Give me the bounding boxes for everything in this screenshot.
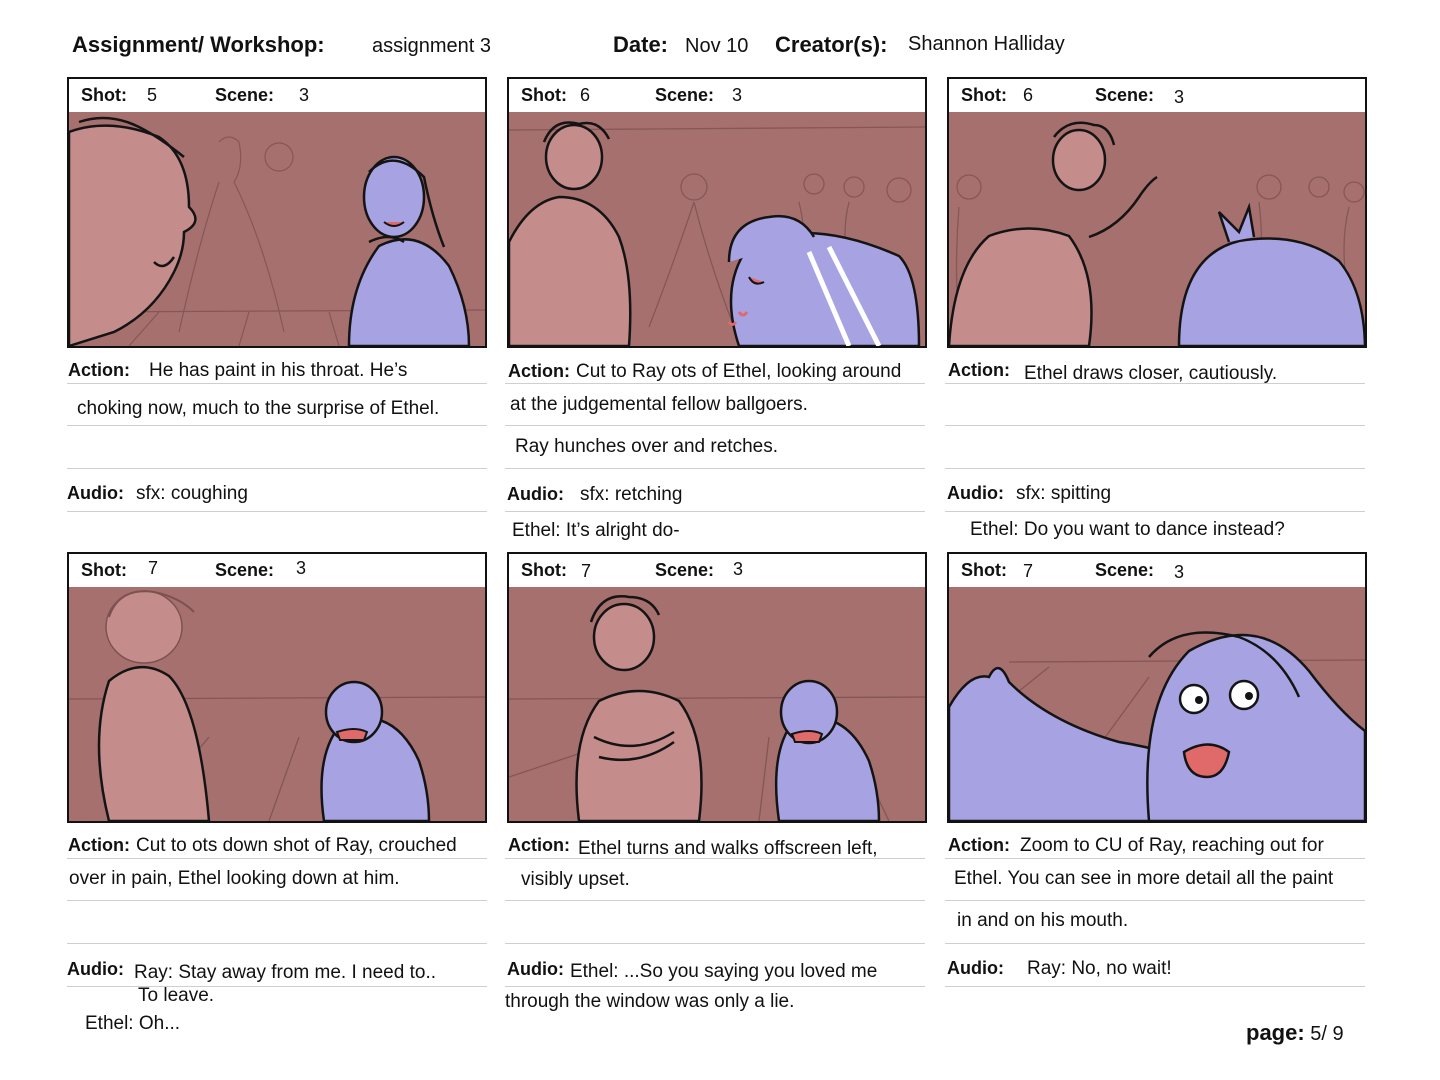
sketch-ethel-upset: [509, 587, 925, 821]
shot-label: Shot:: [81, 560, 127, 580]
shot-number: 6: [1023, 85, 1034, 105]
ruled-line: [945, 858, 1365, 859]
assignment-value: assignment 3: [372, 35, 491, 57]
action-label: Action:: [68, 360, 130, 380]
storyboard-frame: [947, 112, 1367, 348]
audio-line-2: To leave.: [138, 985, 215, 1006]
action-line-2: visibly upset.: [521, 869, 630, 890]
assignment-label: Assignment/ Workshop:: [72, 32, 325, 57]
action-line-2: choking now, much to the surprise of Ethel.: [77, 398, 440, 419]
shot-label: Shot:: [81, 85, 127, 105]
shot-bar: [947, 77, 1367, 114]
sketch-ray-choking: [69, 112, 485, 346]
shot-bar: [507, 552, 927, 589]
ruled-line: [505, 900, 925, 901]
scene-label: Scene:: [215, 85, 275, 105]
shot-label: Shot:: [521, 560, 567, 580]
audio-text: sfx: spitting: [1015, 483, 1112, 504]
action-line-1: [948, 835, 1324, 857]
shot-number: 5: [147, 85, 158, 105]
scene-number: 3: [1174, 87, 1185, 107]
creator-label: Creator(s):: [775, 32, 888, 57]
action-label: Action:: [508, 835, 570, 855]
ruled-line: [67, 858, 487, 859]
page-indicator: [1246, 1020, 1344, 1046]
action-text: Ethel draws closer, cautiously.: [1024, 363, 1278, 384]
action-line-1: [948, 360, 1277, 382]
sketch-ethel-approaches: [949, 112, 1365, 346]
audio-line-2: through the window was only a lie.: [505, 991, 795, 1012]
audio-line-1: [67, 483, 248, 505]
shot-label: Shot:: [961, 85, 1007, 105]
ruled-line: [945, 468, 1365, 469]
action-text: Ethel turns and walks offscreen left,: [578, 838, 878, 859]
shot-bar: [67, 77, 487, 114]
action-line-2: Ethel. You can see in more detail all the paint: [954, 868, 1334, 889]
scene-number: 3: [299, 85, 310, 105]
audio-line-2: Ethel: Do you want to dance instead?: [970, 519, 1285, 540]
action-label: Action:: [948, 360, 1010, 380]
action-line-1: [68, 835, 457, 857]
audio-text: Ray: Stay away from me. I need to..: [133, 962, 436, 983]
ruled-line: [945, 900, 1365, 901]
ruled-line: [67, 425, 487, 426]
audio-label: Audio:: [947, 958, 1004, 978]
audio-text: sfx: retching: [579, 484, 683, 505]
shot-number: 7: [1023, 561, 1034, 581]
scene-number: 3: [733, 559, 744, 579]
scene-label: Scene:: [655, 560, 715, 580]
ruled-line: [67, 986, 487, 987]
ruled-line: [67, 468, 487, 469]
ruled-line: [945, 986, 1365, 987]
action-text: He has paint in his throat. He’s: [149, 360, 408, 381]
shot-bar: [947, 552, 1367, 589]
date-value: Nov 10: [685, 35, 749, 57]
storyboard-frame: [947, 587, 1367, 823]
storyboard-panel-4: [67, 552, 487, 1042]
shot-number: 7: [581, 561, 592, 581]
audio-label: Audio:: [67, 483, 124, 503]
page-label: page:: [1246, 1020, 1305, 1045]
action-line-3: in and on his mouth.: [957, 910, 1129, 931]
scene-label: Scene:: [215, 560, 275, 580]
action-line-1: [508, 361, 901, 383]
storyboard-frame: [67, 587, 487, 823]
ruled-line: [67, 900, 487, 901]
shot-bar: [507, 77, 927, 114]
action-line-3: Ray hunches over and retches.: [515, 436, 778, 457]
scene-number: 3: [732, 85, 743, 105]
audio-text: Ethel: ...So you saying you loved me: [569, 961, 878, 982]
storyboard-panel-5: [507, 552, 927, 1032]
scene-label: Scene:: [1095, 85, 1155, 105]
action-label: Action:: [948, 835, 1010, 855]
audio-line-1: [947, 958, 1172, 980]
ruled-line: [505, 425, 925, 426]
sketch-ray-crouched: [69, 587, 485, 821]
audio-label: Audio:: [67, 959, 124, 979]
scene-label: Scene:: [1095, 560, 1155, 580]
audio-line-1: [947, 483, 1111, 505]
action-line-2: over in pain, Ethel looking down at him.: [69, 868, 400, 889]
ruled-line: [505, 986, 925, 987]
page-number: 5/ 9: [1310, 1023, 1344, 1045]
ruled-line: [945, 511, 1365, 512]
audio-line-2: Ethel: It’s alright do-: [512, 520, 680, 541]
action-label: Action:: [68, 835, 130, 855]
action-text: Cut to Ray ots of Ethel, looking around: [576, 361, 902, 382]
audio-label: Audio:: [507, 959, 564, 979]
ruled-line: [67, 511, 487, 512]
shot-label: Shot:: [961, 560, 1007, 580]
ruled-line: [505, 383, 925, 384]
shot-label: Shot:: [521, 85, 567, 105]
header: [72, 32, 1372, 66]
ruled-line: [505, 511, 925, 512]
sketch-ray-retching: [509, 112, 925, 346]
scene-number: 3: [296, 558, 307, 578]
audio-line-1: [507, 484, 682, 506]
action-label: Action:: [508, 361, 570, 381]
audio-line-1: [67, 959, 436, 981]
storyboard-frame: [67, 112, 487, 348]
audio-text: Ray: No, no wait!: [1026, 958, 1172, 979]
audio-label: Audio:: [947, 483, 1004, 503]
date-label: Date:: [613, 32, 669, 57]
storyboard-panel-6: [947, 552, 1367, 992]
ruled-line: [505, 468, 925, 469]
audio-text: sfx: coughing: [135, 483, 248, 504]
audio-line-3: Ethel: Oh...: [85, 1013, 181, 1034]
action-line-1: [68, 360, 407, 382]
action-text: Cut to ots down shot of Ray, crouched: [136, 835, 457, 856]
ruled-line: [505, 943, 925, 944]
ruled-line: [67, 383, 487, 384]
action-text: Zoom to CU of Ray, reaching out for: [1020, 835, 1324, 856]
creator-value: Shannon Halliday: [908, 33, 1065, 55]
scene-label: Scene:: [655, 85, 715, 105]
ruled-line: [505, 858, 925, 859]
shot-number: 7: [148, 558, 159, 578]
audio-label: Audio:: [507, 484, 564, 504]
storyboard-frame: [507, 112, 927, 348]
shot-bar: [67, 552, 487, 589]
ruled-line: [945, 425, 1365, 426]
action-line-1: [508, 835, 878, 857]
sketch-ray-reaching: [949, 587, 1365, 821]
ruled-line: [67, 943, 487, 944]
shot-number: 6: [580, 85, 591, 105]
storyboard-frame: [507, 587, 927, 823]
action-line-2: at the judgemental fellow ballgoers.: [510, 394, 808, 415]
ruled-line: [945, 383, 1365, 384]
ruled-line: [945, 943, 1365, 944]
audio-line-1: [507, 959, 877, 981]
scene-number: 3: [1174, 562, 1185, 582]
